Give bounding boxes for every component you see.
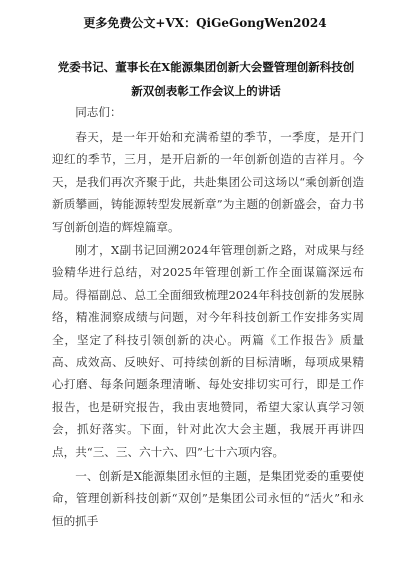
greeting-text: 同志们：	[75, 105, 122, 119]
paragraph-text: 一、创新是X能源集团永恒的主题，是集团党委的重要使命，管理创新科技创新“双创”是集团公司永恒的“活火”和永恒的抓手	[52, 469, 364, 528]
paragraph-3	[52, 465, 364, 532]
paragraph-2	[52, 239, 364, 463]
page-header: 更多免费公文+VX：QiGeGongWen2024	[83, 16, 327, 30]
title-line-2: 新双创表彰工作会议上的讲话	[131, 84, 281, 98]
speech-title	[54, 55, 358, 103]
greeting	[52, 101, 364, 123]
paragraph-text: 春天，是一年开始和充满希望的季节，一季度，是开门迎红的季节，三月，是开启新的一年创新创造的吉祥月。今天，是我们再次齐聚于此，共赴集团公司这场以“乘创新创造新质攀画，铸能源转型发展新章”为主题的创新盛会，奋力书写创新创造的辉煌篇章。	[52, 130, 364, 234]
paragraph-text: 刚才，X副书记回溯2024年管理创新之路，对成果与经验精华进行总结，对2025年管理创新工作全面谋篇深远布局。得福副总、总工全面细致梳理2024年科技创新的发展脉络，精准洞察成绩与问题，对今年科技创新工作安排务实周全，坚定了科技引领创新的决心。两篇《工作报告》质量高、成效高、反映好、可持续创新的目标清晰，每项成果精心打磨、每条问题条理清晰、每处安排切实可行，即是工作报告，也是研究报告，我由衷地赞同，希望大家认真学习领会，抓好落实。下面，针对此次大会主题，我展开再讲四点，共“三、三、六十六、四”七十六项内容。	[52, 243, 364, 459]
title-line-1: 党委书记、董事长在X能源集团创新大会暨管理创新科技创	[57, 60, 355, 74]
paragraph-1	[52, 126, 364, 238]
